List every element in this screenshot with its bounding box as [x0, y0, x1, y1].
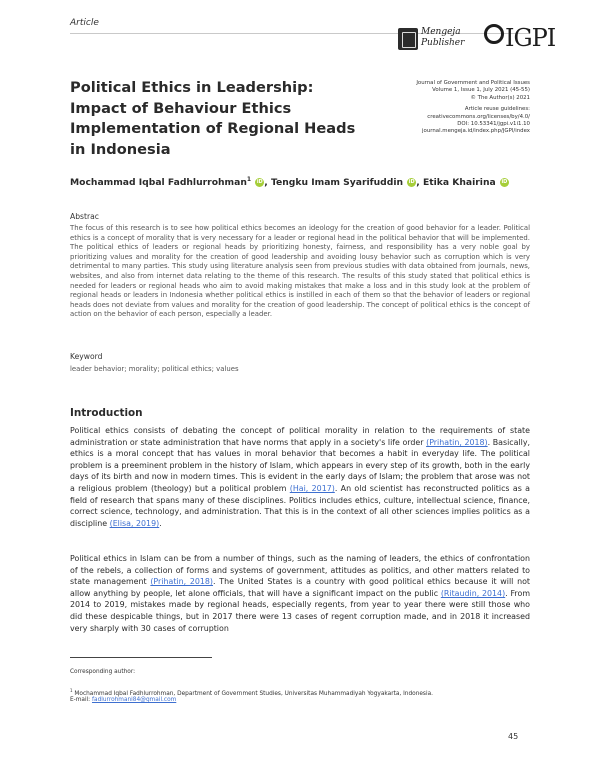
- page-number: 45: [508, 732, 519, 741]
- abstract-text: The focus of this research is to see how political ethics becomes an ideology for the creation of good behavior for a leader. Political ethics is a concept of morality that is very necessary for a leader or regional head in the political behavior that will be implemented. The political ethics of leaders or regional heads by prioritizing honesty, fairness, and responsibility has a very noble goal by prioritizing values and morality for the creation of good leadership and avoiding lousy behavior such as corruption which is very detrimental to many parties. This study using literature analysis seen from previous studies with data obtained from journals, news, websites, and also from internet data relating to the theme of this research. The results of this study stated that political ethics is needed for leaders or regional heads who aim to avoid making mistakes that make a loss and in this study look at the problem of regional heads or leaders in Indonesia whether political ethics is instilled in each of them so that the behavior of leaders or regional heads does not deviate from values and morality for the creation of good leadership. The concept of political ethics is the concept of action on the behavior of each person, especially a leader.: [70, 224, 530, 319]
- igpi-ring-icon: [484, 24, 504, 44]
- book-icon: [398, 28, 418, 50]
- section-heading-introduction: Introduction: [70, 407, 143, 419]
- journal-url[interactable]: journal.mengeja.id/index.php/JGPI/index: [422, 128, 530, 135]
- author-name: Etika Khairina: [422, 177, 496, 189]
- abstract-heading: Abstrac: [70, 212, 99, 221]
- journal-copyright: © The Author(s) 2021: [470, 94, 530, 101]
- citation-link[interactable]: (Ritaudin, 2014): [440, 588, 506, 598]
- corresponding-author-details: $^1$ Mochammad Iqbal Fadhlurrohman, Department of Government Studies, Universitas Muhammadiyah Yogyakarta, Indonesia.: [70, 688, 433, 697]
- citation-link[interactable]: (Prihatin, 2018): [426, 437, 488, 447]
- corresponding-author-email: E-mail: fadlurrohmani84@gmail.com: [70, 697, 177, 703]
- orcid-icon[interactable]: iD: [408, 179, 415, 186]
- article-type-label: Article: [70, 18, 99, 28]
- journal-info: [380, 80, 530, 136]
- author-list: Mochammad Iqbal Fadhlurrohman$^1$ iD , Tengku Imam Syarifuddin iD , Etika Khairina iD: [70, 176, 508, 189]
- orcid-icon[interactable]: iD: [501, 179, 508, 186]
- corresponding-author-label: Corresponding author:: [70, 669, 136, 675]
- author-affiliation-mark: 1: [246, 176, 252, 183]
- author-name: Mochammad Iqbal Fadhlurrohman: [70, 177, 247, 189]
- journal-issue: Volume 1, Issue 1, July 2021 (45-55): [432, 87, 530, 94]
- paper-title: Political Ethics in Leadership: Impact of Behaviour Ethics Implementation of Regional Heads in Indonesia: [70, 79, 356, 158]
- license-link[interactable]: creativecommons.org/licenses/by/4.0/: [427, 113, 530, 120]
- footnote-divider: [70, 657, 212, 658]
- igpi-logo: IGPI: [484, 24, 555, 52]
- publisher-logo: [398, 26, 470, 52]
- citation-link[interactable]: (Prihatin, 2018): [150, 577, 214, 587]
- orcid-icon[interactable]: iD: [256, 179, 263, 186]
- journal-name: Journal of Government and Political Issues: [416, 80, 530, 86]
- paragraph: Political ethics consists of debating the concept of political morality in relation to the requirements of state administration or state administration that have norms that apply in a society's life order (Prihatin, 2018). Basically, ethics is a moral concept that has values in moral behavior that becomes a habit in everyday life. The political problem is a preeminent problem in the history of Islam, which appears in every step of its growth, both in the early days of its birth and now in modern times. This is evident in the early days of Islam; the problem that arose was not a religious problem (theology) but a political problem (Hai, 2017). An old scientist has reconstructed politics as a field of research that spans many of these disciplines. Politics includes ethics, culture, intellectual science, finance, correct science, technology, and administration. That this is in the context of all other sciences implies politics as a discipline (Elisa, 2019).: [70, 426, 531, 528]
- author-name: Tengku Imam Syarifuddin: [270, 177, 404, 189]
- reuse-guidelines-label: Article reuse guidelines:: [464, 106, 530, 113]
- citation-link[interactable]: (Elisa, 2019): [109, 518, 160, 528]
- paragraph: Political ethics in Islam can be from a number of things, such as the naming of leaders, the ethics of confrontation of the rebels, a collection of forms and systems of government, attitudes as politics, and other matters related to state management (Prihatin, 2018). The United States is a country with good political ethics because it will not allow anything by people, let alone officials, that will have a significant impact on the public (Ritaudin, 2014). From 2014 to 2019, mistakes made by regional heads, especially regents, from year to year there were still those who did these despicable things, but in 2017 there were 13 cases of regent corruption made, and in 2018 it increased very sharply with 30 cases of corruption: [70, 554, 531, 633]
- email-link[interactable]: fadlurrohmani84@gmail.com: [91, 697, 177, 703]
- publisher-logo-text: Mengeja Publisher: [421, 27, 465, 48]
- citation-link[interactable]: (Hai, 2017): [289, 483, 335, 493]
- doi[interactable]: DOI: 10.53341/jgpi.v1i1.10: [457, 121, 530, 128]
- keyword-heading: Keyword: [70, 352, 103, 361]
- keyword-list: leader behavior; morality; political ethics; values: [70, 365, 239, 373]
